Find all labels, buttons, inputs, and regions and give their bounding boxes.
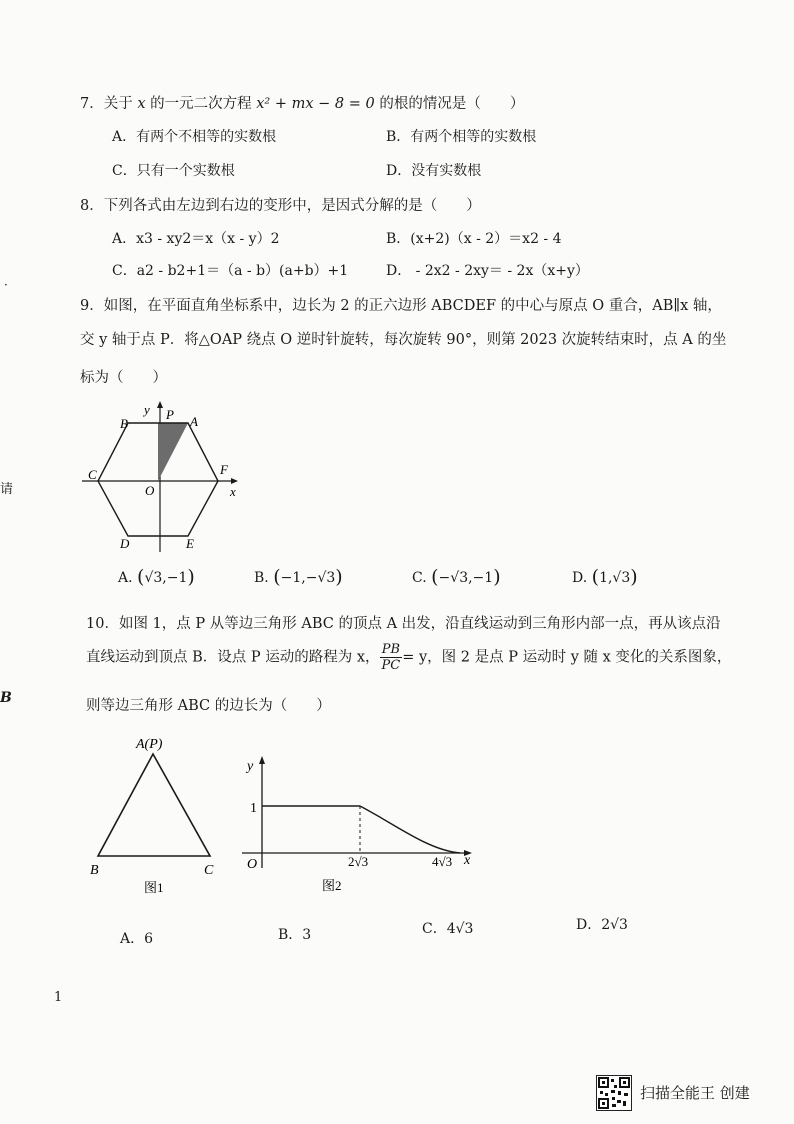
q10-fig2-y-label: y (247, 759, 254, 774)
q8-stem: 8．下列各式由左边到右边的变形中，是因式分解的是（ ） (80, 198, 481, 214)
q10-option-b: B．3 (278, 927, 312, 943)
q10-line-3: 则等边三角形 ABC 的边长为（ ） (86, 698, 331, 714)
q9-option-a-letter: A. (118, 570, 133, 586)
qr-code-icon (596, 1075, 632, 1111)
q10-option-d: D．2√3 (576, 917, 628, 933)
q9-option-d-open: ( (591, 566, 600, 588)
q9-option-b-open: ( (273, 566, 281, 588)
q10-fig2-y-arrow (259, 756, 265, 764)
q9-label-y: y (144, 402, 150, 417)
q9-option-c (412, 566, 501, 588)
q7-option-c: C．只有一个实数根 (112, 163, 235, 179)
q9-label-c: C (88, 467, 97, 482)
q10-fig2-one-label: 1 (250, 801, 257, 816)
q9-option-b-close: ) (335, 566, 343, 588)
q10-fig1-apex-label: A(P) (136, 737, 163, 752)
q9-line-3: 标为（ ） (80, 370, 167, 386)
q10-fig2-curve (360, 806, 460, 853)
q9-line-1: 9．如图，在平面直角坐标系中，边长为 2 的正六边形 ABCDEF 的中心与原点 O 重合，AB∥x 轴， (80, 298, 722, 314)
q9-label-f: F (220, 462, 228, 477)
q9-shaded-triangle (158, 423, 188, 481)
page-number: 1 (54, 990, 63, 1005)
q9-option-b-value: −1,−√3 (280, 570, 336, 586)
q7-option-b: B．有两个相等的实数根 (386, 129, 537, 145)
q9-y-arrow (157, 401, 163, 408)
q9-option-d-value: 1,√3 (599, 570, 631, 586)
q9-option-a-close: ) (187, 566, 195, 588)
q9-line-2: 交 y 轴于点 P．将△OAP 绕点 O 逆时针旋转，每次旋转 90°，则第 2023 次旋转结束时，点 A 的坐 (80, 332, 727, 348)
q10-line-1: 10．如图 1，点 P 从等边三角形 ABC 的顶点 A 出发，沿直线运动到三角形内部一点，再从该点沿 (86, 616, 721, 632)
q9-option-d-letter: D. (572, 570, 588, 586)
q9-option-d-close: ) (630, 566, 638, 588)
q10-fig1-b-label: B (90, 863, 99, 878)
q10-triangle (98, 754, 210, 856)
q9-option-a (118, 566, 195, 588)
margin-char: 请 (0, 482, 14, 497)
q10-fig1-c-label: C (204, 863, 214, 878)
q10-line-2-pre: 直线运动到顶点 B．设点 P 运动的路程为 x， (86, 649, 380, 666)
q7-stem-mid: 的一元二次方程 (150, 96, 252, 112)
q7-option-d: D．没有实数根 (386, 163, 482, 179)
q7-var-x: x (137, 96, 146, 112)
footer-watermark: 扫描全能王 创建 (640, 1084, 750, 1102)
q9-label-o: O (145, 483, 155, 498)
q9-option-d (572, 566, 638, 588)
q9-label-x: x (230, 484, 236, 499)
q10-option-c: C．4√3 (422, 921, 474, 937)
q9-option-c-open: ( (431, 566, 439, 588)
q9-label-a: A (190, 414, 198, 429)
q8-option-d: D． - 2x2 - 2xy＝ - 2x（x+y） (386, 263, 589, 279)
q7-stem-post: 的根的情况是（ ） (379, 96, 525, 112)
q10-line-2-post: = y，图 2 是点 P 运动时 y 随 x 变化的关系图象， (402, 649, 732, 666)
q10-fraction (380, 642, 403, 673)
q10-fig2-tick-1: 2√3 (348, 854, 369, 869)
q9-option-c-letter: C. (412, 570, 427, 586)
q10-fig2-origin-label: O (247, 857, 258, 872)
q8-option-c: C．a2 - b2+1＝（a - b）(a+b）+1 (112, 263, 349, 279)
q9-option-b (254, 566, 343, 588)
q9-option-a-open: ( (137, 566, 145, 588)
q10-figure-1 (84, 730, 234, 900)
q9-hexagon-figure (78, 398, 258, 558)
q9-option-b-letter: B. (254, 570, 269, 586)
q9-option-a-value: √3,−1 (144, 570, 188, 586)
q7-equation: x² + mx − 8 = 0 (256, 96, 375, 112)
q8-option-b: B．(x+2)（x - 2）＝x2 - 4 (386, 231, 562, 247)
q9-label-e: E (186, 536, 194, 551)
margin-dot: · (4, 278, 8, 292)
q9-label-b: B (120, 416, 128, 431)
q7-option-a: A．有两个不相等的实数根 (112, 129, 277, 145)
q10-fig1-caption: 图1 (144, 880, 164, 895)
q10-option-a: A．6 (120, 931, 154, 947)
qr-code-pattern (597, 1076, 631, 1110)
q10-fig2-tick-2: 4√3 (432, 854, 453, 869)
q10-figure-2 (238, 752, 484, 900)
q7-stem (80, 92, 524, 113)
q10-fig2-x-label: x (464, 853, 471, 868)
q10-fraction-numerator: PB (380, 642, 403, 658)
q9-label-p: P (166, 407, 174, 422)
q9-option-c-value: −√3,−1 (438, 570, 494, 586)
q9-option-c-close: ) (493, 566, 501, 588)
q7-stem-pre: 7．关于 (80, 96, 133, 112)
margin-letter-b: B (0, 690, 12, 706)
q9-label-d: D (120, 536, 130, 551)
q8-option-a: A．x3 - xy2＝x（x - y）2 (112, 231, 280, 247)
q10-line-2 (86, 642, 731, 673)
q10-fraction-denominator: PC (381, 658, 401, 673)
q10-fig2-caption: 图2 (322, 878, 342, 893)
